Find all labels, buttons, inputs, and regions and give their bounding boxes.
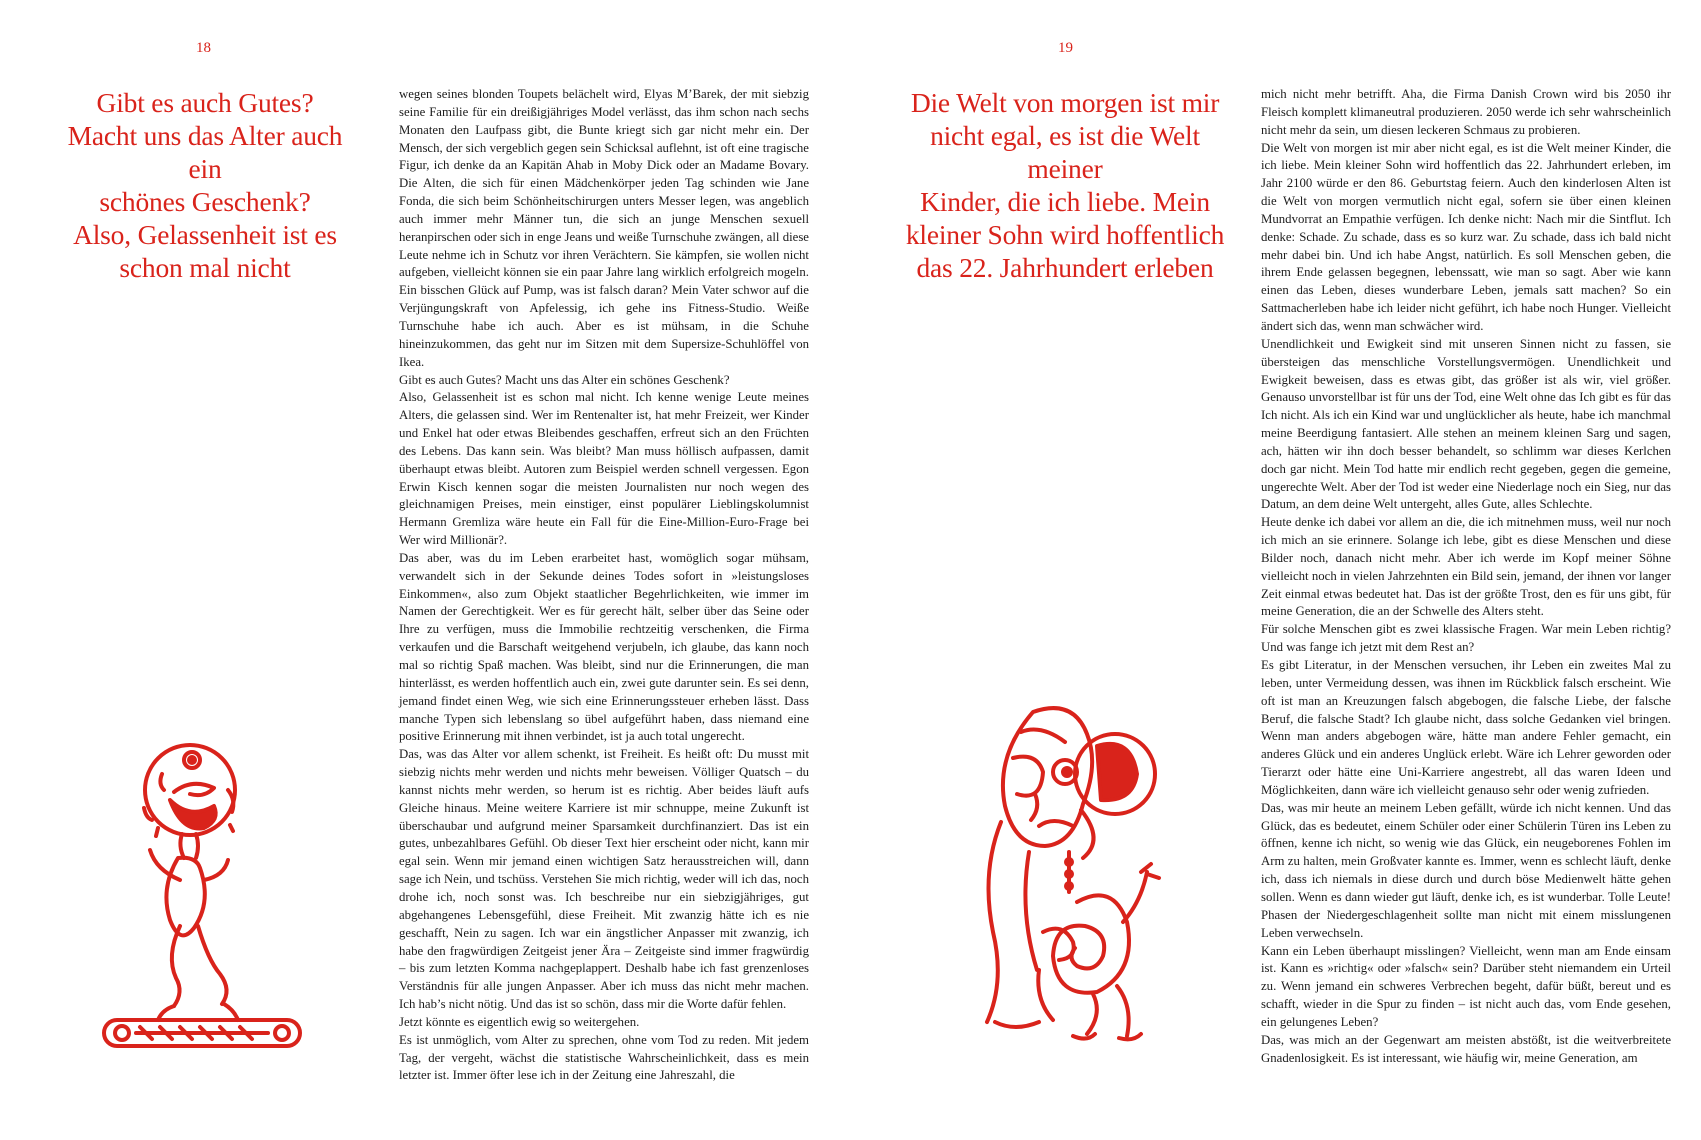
paragraph: Gibt es auch Gutes? Macht uns das Alter ein schönes Geschenk? <box>399 372 730 387</box>
pull-quote-line: Kinder, die ich liebe. Mein <box>920 186 1210 217</box>
paragraph: Es ist unmöglich, vom Alter zu sprechen, ohne vom Tod zu reden. Mit jedem Tag, der vergeht, wächst die statistische Wahrscheinlichkeit, dass es mein letzter ist. Immer öfter lese ich in der Zeitung eine Jahreszahl, die <box>399 1032 809 1083</box>
body-text-column <box>1261 86 1671 1067</box>
pull-quote-line: nicht egal, es ist die Welt meiner <box>930 120 1200 184</box>
paragraph: Für solche Menschen gibt es zwei klassische Fragen. War mein Leben richtig? Und was fange ich jetzt mit dem Rest an? <box>1261 622 1671 655</box>
pull-quote-line: Macht uns das Alter auch ein <box>67 120 343 184</box>
pull-quote-line: Also, Gelassenheit ist es <box>73 219 337 250</box>
illustration-two-figures <box>973 702 1173 1052</box>
paragraph: Unendlichkeit und Ewigkeit sind mit unseren Sinnen nicht zu fassen, sie übersteigen das menschliche Vorstellungsvermögen. Unendlichkeit und Ewigkeit beweisen, dass es etwas gibt, das größer ist als wir, viel größer. Genauso unvorstellbar ist für uns der Tod, eine Welt ohne das Ich gibt es für das Ich nicht. Als ich ein Kind war und unglücklicher als heute, habe ich manchmal meine Beerdigung fantasiert. Alle stehen an meinem kleinen Sarg und sagen, ach, hätten wir ihn doch besser behandelt, so schlimm war dieses Kerlchen doch gar nicht. Mein Tod hatte mir endlich recht gegeben, gegen die gemeine, ungerechte Welt. Aber der Tod ist weder eine Niederlage noch ein Sieg, nur das Datum, an dem deine Welt untergeht, alles Gute, alles Schlechte. <box>1261 336 1671 512</box>
paragraph: Es gibt Literatur, in der Menschen versuchen, ihr Leben ein zweites Mal zu leben, unter Vermeidung dessen, was ihnen im Rückblick falsch erscheint. Wie oft ist man an Kreuzungen falsch abgebogen, die falsche Liebe, der falsche Beruf, die falsche Stadt? Ich glaube nicht, dass solche Gedanken viel bringen. Wenn man anders abgebogen wäre, hätte man andere Fehler gemacht, ein anderes Glück und ein anderes Unglück erlebt. Wäre ich Lehrer geworden oder Tierarzt oder hätte eine Uni-Karriere angestrebt, all das waren Ideen und Möglichkeiten, dann wäre ich vielleicht genauso sehr oder wenig zufrieden. <box>1261 658 1671 797</box>
illustration-balancing-figure <box>100 730 310 1050</box>
pull-quote <box>905 86 1225 284</box>
paragraph: Das, was das Alter vor allem schenkt, ist Freiheit. Es heißt oft: Du musst mit siebzig nichts mehr werden und nichts mehr beweisen. Völliger Quatsch – du kannst nichts mehr werden, so herum ist es richtig. Aber beides läuft aufs Gleiche hinaus. Meine weitere Karriere ist mir schnuppe, meine Zukunft ist überschaubar und aufgrund meiner Sparsamkeit durchfinanziert. Das ist ein gutes, unbezahlbares Gefühl. Ob dieser Text hier erscheint oder nicht, kann mir egal sein. Wenn mir jemand einen wichtigen Satz herausstreichen will, dann sage ich Nein, und tschüss. Verstehen Sie mich richtig, weder will ich das, noch drohe ich, noch sonst was. Ich beschreibe nur ein siebzigjähriges, gut abgehangenes Lebensgefühl, diese Freiheit. Mit zwanzig hätte ich es nie geschafft, Nein zu sagen. Ich war ein ängstlicher Anpasser mit zwanzig, ich habe den fragwürdigen Zeitgeist jener Ära – Zeitgeiste sind immer fragwürdig – bis zum letzten Komma nachgeplappert. Deshalb habe ich fast grenzenloses Verständnis für alle jungen Anpasser. Aber ich muss das nicht mehr machen. Ich hab’s nicht nötig. Und das ist so schön, dass mir die Worte dafür fehlen. <box>399 747 809 1012</box>
paragraph: Kann ein Leben überhaupt misslingen? Vielleicht, wenn man am Ende einsam ist. Kann es »richtig« oder »falsch« sein? Darüber steht niemandem ein Urteil zu. Wenn jemand ein schweres Verbrechen begeht, dafür büßt, bereut und es schafft, wieder in die Spur zu finden – ist nicht auch das, vom Ende gesehen, ein gelungenes Leben? <box>1261 943 1671 1029</box>
pull-quote-line: schönes Geschenk? <box>99 186 311 217</box>
paragraph: wegen seines blonden Toupets belächelt wird, Elyas M’Barek, der mit siebzig seine Familie für ein dreißigjähriges Model verlässt, das ihm schon nach sechs Monaten den Laufpass gibt, die Bunte kriegt sich gar nicht mehr ein. Der Mensch, der sich vergeblich gegen sein Schicksal auflehnt, ist oft eine tragische Figur, ich denke da an Kapitän Ahab in Moby Dick oder an Madame Bovary. Die Alten, die sich für einen Mädchenkörper jeden Tag schinden wie Jane Fonda, die sich beim Schönheitschirurgen unters Messer legen, was angeblich auch immer mehr Männer tun, die sich an junge Menschen sexuell heranpirschen oder sich in enge Jeans und weiße Turnschuhe zwängen, all diese Leute nehme ich in Schutz vor ihren Verächtern. Sie kämpfen, sie wollen nicht aufgeben, vielleicht können sie ein paar Jahre lang wirklich erfolgreich mogeln. Ein bisschen Glück auf Pump, was ist falsch daran? Mein Vater schwor auf die Verjüngungskraft von Apfelessig, ich gehe ins Fitness-Studio. Weiße Turnschuhe habe ich auch. Aber es ist mühsam, in die Schuhe hineinzukommen, das geht nur im Sitzen mit dem Supersize-Schuhlöffel von Ikea. <box>399 87 809 369</box>
pull-quote <box>62 86 348 284</box>
left-page <box>0 0 850 1140</box>
paragraph: Heute denke ich dabei vor allem an die, die ich mitnehmen muss, weil nur noch ich mich an sie erinnere. Solange ich lebe, gibt es diese Menschen und diese Bilder noch, danach nicht mehr. Aber ich werde im Kopf meiner Söhne vielleicht noch in vielen Jahrzehnten ein Bild sein, jemand, der ihnen vor langer Zeit einmal etwas bedeutet hat. Das ist der größte Trost, den es für uns gibt, für meine Generation, die an der Schwelle des Alters steht. <box>1261 515 1671 619</box>
pull-quote-line: kleiner Sohn wird hoffentlich <box>905 219 1225 250</box>
page-number: 18 <box>196 40 211 56</box>
body-text-column <box>399 86 809 1085</box>
pull-quote-line: schon mal nicht <box>119 252 291 283</box>
paragraph: Das aber, was du im Leben erarbeitet hast, womöglich sogar mühsam, verwandelt sich in der Sekunde deines Todes sofort in »leistungsloses Einkommen«, also zum Objekt staatlicher Begehrlichkeiten, wie immer im Namen der Gerechtigkeit. Wer es für gerecht hält, selber über das Seine oder Ihre zu verfügen, muss die Immobilie rechtzeitig verschenken, die Firma verkaufen und die Barschaft weitgehend verjubeln, ich glaube, das kann noch mal so richtig Spaß machen. Was bleibt, sind nur die Erinnerungen, die man hinterlässt, es werden hoffentlich auch ein, zwei gute darunter sein. Es sei denn, jemand findet einen Weg, wie sich eine Erinnerungssteuer erheben lässt. Dass manche Typen sich lebenslang so übel aufgeführt haben, dass niemand eine positive Erinnerung mit ihnen verbindet, ist ja auch total ungerecht. <box>399 550 809 744</box>
paragraph: Jetzt könnte es eigentlich ewig so weitergehen. <box>399 1014 640 1029</box>
pull-quote-line: Gibt es auch Gutes? <box>96 87 314 118</box>
paragraph: Die Welt von morgen ist mir aber nicht egal, es ist die Welt meiner Kinder, die ich liebe. Mein kleiner Sohn wird hoffentlich das 22. Jahrhundert erleben, im Jahr 2100 würde er den 86. Geburtstag feiern. Auch den kinderlosen Alten ist die Welt von morgen vermutlich nicht egal, sofern sie über einen kleinen Mundvorrat an Empathie verfügen. Ich denke nicht: Nach mir die Sintflut. Ich denke: Schade. Zu schade, dass es so kurz war. Zu schade, dass ich bald nicht mehr dabei bin. Und ich habe Angst, natürlich. Es soll Menschen geben, die ihrem Ende gelassen begegnen, lebenssatt, wie man so sagt. Aber wie kann einen das Leben, dieses wunderbare Leben, jemals satt machen? So ein Sattmacherleben habe ich leider nicht geführt, ich habe noch Hunger. Vielleicht ändert sich das, wenn man schwächer wird. <box>1261 140 1671 333</box>
paragraph: Also, Gelassenheit ist es schon mal nicht. Ich kenne wenige Leute meines Alters, die gelassen sind. Wer im Rentenalter ist, hat mehr Freizeit, wer Kinder und Enkel hat oder etwas Bleibendes geschaffen, erfreut sich an den Früchten des Lebens. Das kann sein. Was bleibt? Man muss höllisch aufpassen, damit überhaupt etwas bleibt. Autoren zum Beispiel werden schnell vergessen. Egon Erwin Kisch kennen sogar die meisten Journalisten nur noch wegen des gleichnamigen Preises, mein einstiger, einst populärer Lieblingskolumnist Hermann Gremliza wäre heute ein Fall für die Eine-Million-Euro-Frage bei Wer wird Millionär?. <box>399 390 809 548</box>
paragraph: Das, was mich an der Gegenwart am meisten abstößt, ist die weitverbreitete Gnadenlosigkeit. Es ist interessant, wie häufig wir, meine Generation, am <box>1261 1032 1671 1065</box>
pull-quote-line: das 22. Jahrhundert erleben <box>916 252 1214 283</box>
page-number: 19 <box>1058 40 1073 56</box>
right-page <box>851 0 1701 1140</box>
paragraph: Das, was mir heute an meinem Leben gefällt, würde ich nicht kennen. Und das Glück, das es bedeutet, einem Schüler oder einer Schülerin Türen ins Leben zu öffnen, kenne ich nicht, so wenig wie das Glück, ein neugeborenes Fohlen im Arm zu halten, mein Großvater kannte es. Immer, wenn es schlecht läuft, denke ich, dass ich niemals in diese durch und durch böse Medienwelt hätte gehen sollen. Wenn es dann wieder gut läuft, denke ich, es ist wunderbar. Tolle Leute! Phasen der Niedergeschlagenheit sollte man nicht mit einem misslungenen Leben verwechseln. <box>1261 800 1671 940</box>
paragraph: mich nicht mehr betrifft. Aha, die Firma Danish Crown wird bis 2050 ihr Fleisch komplett klimaneutral produzieren. 2050 werde ich sehr wahrscheinlich nicht mehr da sein, um diesen leckeren Schmaus zu probieren. <box>1261 87 1671 137</box>
pull-quote-line: Die Welt von morgen ist mir <box>910 87 1220 118</box>
